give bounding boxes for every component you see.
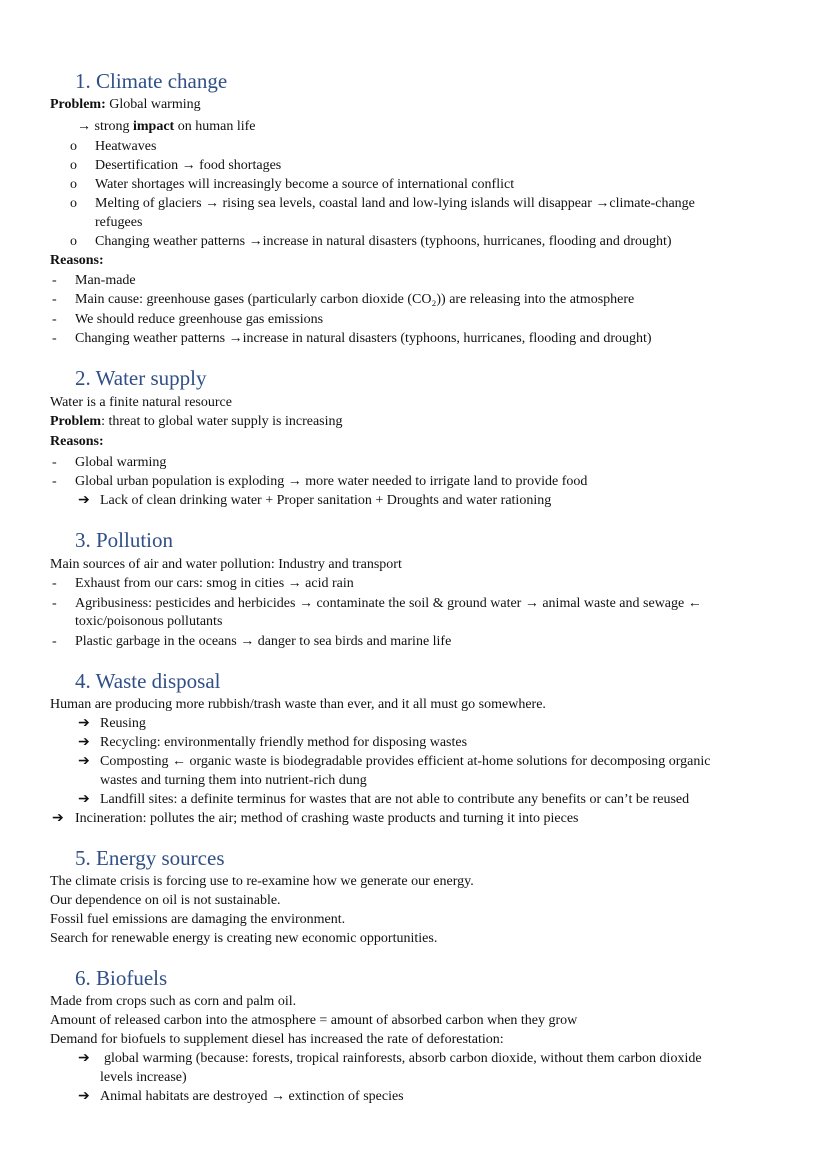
reasons-label: Reasons: [50, 253, 104, 268]
impact-pre: strong [94, 119, 133, 134]
circle-bullet-icon: o [70, 196, 77, 211]
list-item: global warming (because: forests, tropical rainforests, absorb carbon dioxide, without them carbon dioxide [104, 1051, 702, 1066]
dash-bullet-icon: - [52, 312, 57, 327]
list-item: Animal habitats are destroyed → extinction of species [100, 1089, 404, 1104]
arrow-bullet-icon: ➔ [78, 754, 90, 769]
section-heading-energy-sources: 5. Energy sources [75, 846, 225, 870]
text-line: Our dependence on oil is not sustainable. [50, 893, 281, 908]
list-item: Plastic garbage in the oceans → danger to sea birds and marine life [75, 634, 452, 649]
problem-text: : threat to global water supply is increasing [101, 414, 343, 429]
circle-bullet-icon: o [70, 158, 77, 173]
intro-line: Main sources of air and water pollution: Industry and transport [50, 557, 402, 572]
reason-item: Global warming [75, 455, 167, 470]
text-line: The climate crisis is forcing use to re-examine how we generate our energy. [50, 874, 474, 889]
list-item: Desertification → food shortages [95, 158, 282, 173]
dash-bullet-icon: - [52, 576, 57, 591]
dash-bullet-icon: - [52, 273, 57, 288]
arrow-bullet-icon: ➔ [78, 1089, 90, 1104]
arrow-bullet-icon: ➔ [78, 792, 90, 807]
list-item: Reusing [100, 716, 146, 731]
arrow-bullet-icon: ➔ [78, 1051, 90, 1066]
reason-item: Changing weather patterns →increase in natural disasters (typhoons, hurricanes, flooding and drought) [75, 331, 652, 346]
reason-item: We should reduce greenhouse gas emissions [75, 312, 324, 327]
problem-label: Problem [50, 414, 102, 429]
text-line: Amount of released carbon into the atmosphere = amount of absorbed carbon when they grow [50, 1013, 578, 1028]
arrow-bullet-icon: ➔ [52, 811, 64, 826]
reason-item: Global urban population is exploding → more water needed to irrigate land to provide food [75, 474, 588, 489]
problem-line [50, 412, 343, 431]
intro-line: Water is a finite natural resource [50, 395, 232, 410]
arrow-bullet-icon: ➔ [78, 493, 90, 508]
circle-bullet-icon: o [70, 139, 77, 154]
arrow-item: Lack of clean drinking water + Proper sanitation + Droughts and water rationing [100, 493, 552, 508]
list-item: Agribusiness: pesticides and herbicides → contaminate the soil & ground water → animal waste and sewage ← [75, 596, 702, 611]
text-line: Fossil fuel emissions are damaging the environment. [50, 912, 346, 927]
reason-item: Main cause: greenhouse gases (particularly carbon dioxide (CO₂)) are releasing into the atmosphere [75, 292, 635, 307]
text-line: Search for renewable energy is creating new economic opportunities. [50, 931, 438, 946]
problem-text: Global warming [105, 97, 201, 112]
reasons-label: Reasons: [50, 434, 104, 449]
reason-item: Man-made [75, 273, 136, 288]
list-item-continuation: refugees [95, 215, 143, 230]
section-heading-water-supply: 2. Water supply [75, 366, 207, 390]
impact-bold: impact [133, 119, 175, 134]
list-item: Landfill sites: a definite terminus for wastes that are not able to contribute any benefits or can’t be reused [100, 792, 690, 807]
list-item-continuation: wastes and turning them into nutrient-rich dung [100, 773, 367, 788]
intro-line: Human are producing more rubbish/trash waste than ever, and it all must go somewhere. [50, 697, 546, 712]
problem-line [50, 95, 201, 114]
list-item: Exhaust from our cars: smog in cities → acid rain [75, 576, 354, 591]
text-line: Demand for biofuels to supplement diesel has increased the rate of deforestation: [50, 1032, 504, 1047]
list-item: Changing weather patterns →increase in natural disasters (typhoons, hurricanes, flooding and drought) [95, 234, 672, 249]
list-item-continuation: levels increase) [100, 1070, 187, 1085]
arrow-bullet-icon: ➔ [78, 735, 90, 750]
list-item-continuation: toxic/poisonous pollutants [75, 614, 223, 629]
dash-bullet-icon: - [52, 474, 57, 489]
impact-line [77, 117, 255, 136]
section-heading-climate-change: 1. Climate change [75, 69, 228, 93]
list-item: Heatwaves [95, 139, 157, 154]
list-item: Melting of glaciers → rising sea levels, coastal land and low-lying islands will disappear →climate-change [95, 196, 695, 211]
list-item: Recycling: environmentally friendly method for disposing wastes [100, 735, 468, 750]
section-heading-waste-disposal: 4. Waste disposal [75, 669, 221, 693]
problem-label: Problem: [50, 97, 106, 112]
dash-bullet-icon: - [52, 455, 57, 470]
impact-post: on human life [174, 119, 256, 134]
text-line: Made from crops such as corn and palm oil. [50, 994, 297, 1009]
arrow-bullet-icon: ➔ [78, 716, 90, 731]
dash-bullet-icon: - [52, 331, 57, 346]
circle-bullet-icon: o [70, 234, 77, 249]
circle-bullet-icon: o [70, 177, 77, 192]
list-item: Composting ← organic waste is biodegradable provides efficient at-home solutions for decomposing organic [100, 754, 711, 769]
list-item: Incineration: pollutes the air; method of crashing waste products and turning it into pieces [75, 811, 579, 826]
arrow-icon: → [77, 119, 91, 134]
section-heading-pollution: 3. Pollution [75, 528, 174, 552]
section-heading-biofuels: 6. Biofuels [75, 966, 168, 990]
dash-bullet-icon: - [52, 596, 57, 611]
dash-bullet-icon: - [52, 634, 57, 649]
list-item: Water shortages will increasingly become a source of international conflict [95, 177, 515, 192]
dash-bullet-icon: - [52, 292, 57, 307]
